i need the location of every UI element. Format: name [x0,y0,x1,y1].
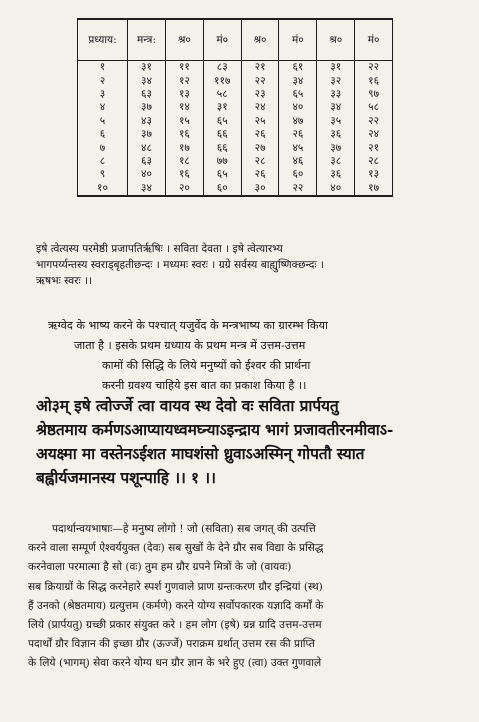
table-cell: ३६ [317,128,355,141]
table-cell: १२ [166,74,204,87]
table-cell: ३२ [317,74,355,87]
table-cell: ७७ [203,155,241,168]
table-cell: ३७ [317,141,355,154]
table-cell: ३४ [279,74,317,87]
chapter-mantra-count-table [77,18,393,197]
table-cell: ४० [279,101,317,114]
table-cell: ४ [78,101,128,114]
table-cell: १६ [355,74,393,87]
table-cell: २२ [241,74,279,87]
table-cell: १६ [166,128,204,141]
table-cell: २१ [355,141,393,154]
table-cell: ६१ [279,61,317,75]
commentary-line: पदार्थों ग्रौर विज्ञान की इच्छा ग्रौर (ऊर्ज्जे) पराक्रम ग्रर्थात् उत्तम रस की प्राप्ति [28,638,315,651]
table-row [78,88,393,101]
table-cell: ८ [78,155,128,168]
preface-line: जाता है । इसके प्रथम ग्रध्याय के प्रथम मन्त्र में उत्तम-उत्तम [74,339,306,352]
table-cell: २६ [241,128,279,141]
table-cell: ३८ [317,155,355,168]
table-cell: १० [78,182,128,196]
mantra-line: बह्वीर्यजमानस्य पशून्पाहि ।। १ ।। [36,468,216,487]
table-cell: ४० [317,182,355,196]
table-header-cell: मं० [279,19,317,61]
table-header-cell: श्र० [166,19,204,61]
table-cell: ४८ [128,141,166,154]
table-cell: ३४ [128,182,166,196]
table-cell: ५ [78,115,128,128]
table-cell: ४३ [128,115,166,128]
table-cell: २२ [355,61,393,75]
commentary-line: के लिये (भागम्) सेवा करने योग्य धन ग्रौर ज्ञान के भरे हुए (त्वा) उक्त गुणवाले [28,657,322,670]
table-cell: ८३ [203,61,241,75]
table-header-cell: मं० [355,19,393,61]
table-cell: १६ [166,168,204,181]
table-cell: १८ [166,155,204,168]
table-header-cell: मन्त्र: [128,19,166,61]
table-row [78,155,393,168]
table-cell: ३१ [317,61,355,75]
preface-line: करनी ग्रवश्य चाहिये इस बात का प्रकाश किया है ।। [102,379,307,392]
mantra-verse [36,394,393,490]
table-cell: २८ [355,155,393,168]
table-cell: ३ [78,88,128,101]
table-cell: ३६ [317,168,355,181]
table-row [78,182,393,196]
table-cell: ९७ [355,88,393,101]
table-row [78,168,393,181]
table-cell: ५८ [355,101,393,114]
table-row [78,74,393,87]
commentary-line: पदार्थान्वयभाषाः—हे मनुष्य लोगो ! जो (सविता) सब जगत् की उत्पत्ति [52,523,316,535]
table-cell: ४५ [279,141,317,154]
table-cell: २ [78,74,128,87]
table-header-cell: श्र० [241,19,279,61]
table-cell: २१ [241,61,279,75]
table-cell: ६५ [279,88,317,101]
intro-line: इषे त्वेत्यस्य परमेष्ठी प्रजापतिर्ऋषिः । सविता देवता । इषे त्वेत्यारभ्य [36,243,283,255]
table-cell: २४ [241,101,279,114]
intro-line: भागपर्य्यन्तस्य स्वराड्बृहतीछन्दः । मध्यमः स्वरः । ग्रग्रे सर्वस्य बाह्युष्णिक्छन्दः । [36,259,324,271]
table-cell: ११ [166,61,204,75]
table-cell: ६ [78,128,128,141]
table-header-cell: श्र० [317,19,355,61]
preface-paragraph [48,316,328,396]
table-cell: २८ [241,155,279,168]
table-cell: ६० [279,168,317,181]
table-cell: २० [166,182,204,196]
table-cell: १७ [355,182,393,196]
intro-line: ऋषभः स्वरः ।। [36,275,92,287]
table-row [78,128,393,141]
table-cell: ६३ [128,88,166,101]
table-cell: ११७ [203,74,241,87]
preface-line: कामों की सिद्धि के लिये मनुष्यों को ईश्वर की प्रार्थना [102,359,311,372]
preface-line: ऋग्वेद के भाष्य करने के पश्चात् यजुर्वेद के मन्त्रभाष्य का ग्रारम्भ किया [48,319,328,332]
table-cell: २५ [241,115,279,128]
table-cell: २४ [355,128,393,141]
commentary-line: हैं उनको (श्रेष्ठतमाय) ग्रत्युत्तम (कर्मणे) करने योग्य सर्वोपकारक यज्ञादि कर्मों के [28,599,324,612]
table-row [78,101,393,114]
table-cell: ३३ [317,88,355,101]
table-cell: २६ [279,128,317,141]
commentary-paragraph [28,520,473,674]
table-row [78,115,393,128]
table-cell: ६६ [203,128,241,141]
table-cell: १७ [166,141,204,154]
mantra-line: ओ३म् इषे त्वोर्ज्जे त्वा वायव स्थ देवो वः सविता प्रार्पयतु [36,396,339,415]
commentary-line: लिये (प्रार्पयतु) ग्रच्छी प्रकार संयुक्त करे । हम लोग (इषे) ग्रन्न ग्रादि उत्तम-उत्तम [28,619,322,632]
intro-note [36,241,324,289]
table-cell: २२ [355,115,393,128]
table-cell: ६६ [203,141,241,154]
table-cell: ३७ [128,128,166,141]
table-header-cell: मं० [203,19,241,61]
table-row [78,61,393,75]
table-cell: ९ [78,168,128,181]
table-cell: १४ [166,101,204,114]
table-cell: ३४ [317,101,355,114]
table-cell: १३ [355,168,393,181]
mantra-line: श्रेष्ठतमाय कर्मणऽआप्यायध्वमघ्न्याऽइन्द्राय भागं प्रजावतीरनमीवाऽ- [36,420,394,439]
table-cell: ६३ [128,155,166,168]
table-cell: ३५ [317,115,355,128]
table-cell: ४७ [279,115,317,128]
table-cell: ३४ [128,74,166,87]
table-cell: ३७ [128,101,166,114]
table-cell: १ [78,61,128,75]
table-cell: २७ [241,141,279,154]
commentary-line: सब क्रियाग्रों के सिद्ध करनेहारे स्पर्श गुणवाले प्राण ग्रन्तःकरण ग्रौर इन्द्रियां (स्थ) [28,580,323,593]
table-header-cell: प्रध्याय: [78,19,128,61]
table-row [78,141,393,154]
table-cell: ५८ [203,88,241,101]
commentary-line: करने वाला सम्पूर्ण ऐश्वर्ययुक्त (देवः) सब सुखों के देने ग्रौर सब विद्या के प्रसिद्ध [28,542,324,555]
table-cell: ३० [241,182,279,196]
table-cell: २३ [241,88,279,101]
table-cell: ३१ [128,61,166,75]
table-cell: ४० [128,168,166,181]
table-header-row [78,19,393,61]
table-cell: १३ [166,88,204,101]
table-cell: ३१ [203,101,241,114]
table-cell: ६५ [203,168,241,181]
table-cell: ४६ [279,155,317,168]
mantra-line: अयक्ष्मा मा वस्तेनऽईशत माघशंसो ध्रुवाऽअस्मिन् गोपतौ स्यात [36,444,365,463]
table-cell: १५ [166,115,204,128]
table-cell: २६ [241,168,279,181]
commentary-line: करनेवाला परमात्मा है सो (वः) तुम हम ग्रौर ग्रपने मित्रों के जो (वायवः) [28,561,292,574]
table-cell: २२ [279,182,317,196]
table-body [78,61,393,196]
table-cell: ६५ [203,115,241,128]
table-cell: ६० [203,182,241,196]
table-cell: ७ [78,141,128,154]
